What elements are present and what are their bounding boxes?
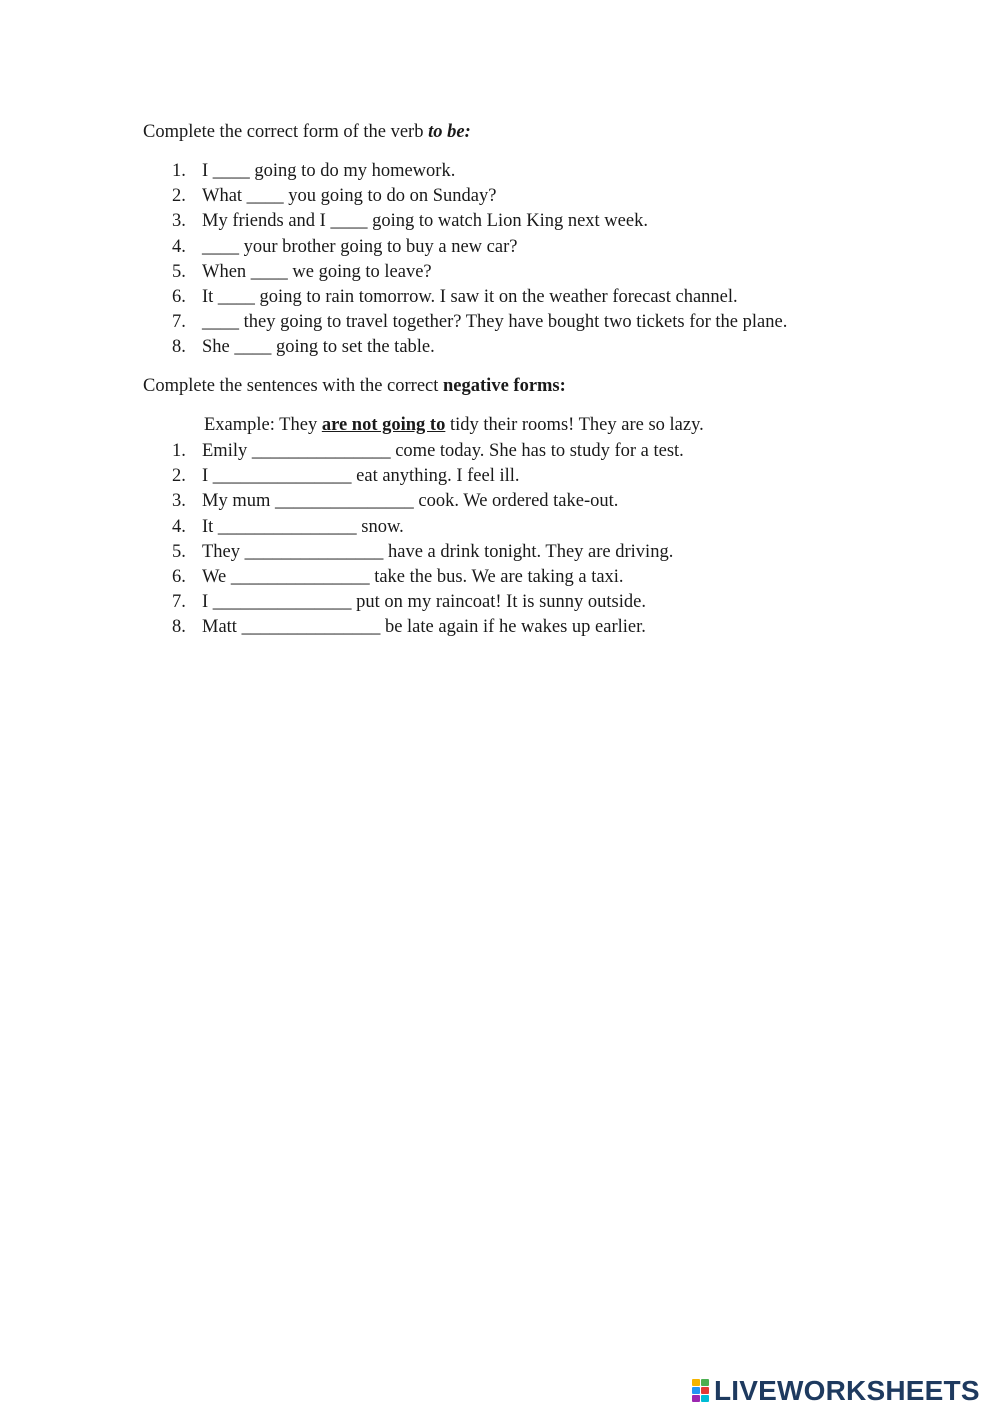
example-key-phrase: are not going to bbox=[321, 415, 446, 435]
example-sentence bbox=[204, 414, 704, 436]
item-text: ____ they going to travel together? They have bought two tickets for the plane. bbox=[202, 312, 788, 333]
section-1-instruction-emphasis: to be: bbox=[428, 122, 471, 142]
item-text: I ____ going to do my homework. bbox=[202, 161, 456, 181]
item-number: 6. bbox=[172, 566, 186, 587]
section-1-instruction-text: Complete the correct form of the verb bbox=[143, 122, 429, 142]
item-text: It _______________ snow. bbox=[202, 516, 404, 537]
item-number: 2. bbox=[172, 466, 186, 487]
item-text: I _______________ eat anything. I feel ill. bbox=[202, 466, 520, 487]
item-number: 7. bbox=[172, 312, 186, 333]
logo-square bbox=[692, 1395, 700, 1402]
item-text: When ____ we going to leave? bbox=[202, 261, 432, 282]
logo-square bbox=[701, 1379, 709, 1386]
section-2-instruction bbox=[143, 375, 566, 397]
item-number: 6. bbox=[172, 286, 186, 307]
item-number: 3. bbox=[172, 211, 186, 232]
item-text: Matt _______________ be late again if he wakes up earlier. bbox=[202, 617, 646, 638]
item-number: 1. bbox=[172, 161, 186, 181]
section-1-instruction bbox=[143, 121, 471, 143]
item-text: She ____ going to set the table. bbox=[202, 337, 435, 358]
example-prefix: Example: They bbox=[204, 415, 322, 435]
item-number: 5. bbox=[172, 261, 186, 282]
item-number: 5. bbox=[172, 541, 186, 562]
liveworksheets-logo-icon bbox=[692, 1379, 710, 1403]
item-number: 8. bbox=[172, 337, 186, 358]
item-text: They _______________ have a drink tonight. They are driving. bbox=[202, 541, 674, 562]
item-number: 8. bbox=[172, 617, 186, 638]
item-number: 4. bbox=[172, 516, 186, 537]
item-text: ____ your brother going to buy a new car? bbox=[202, 236, 518, 257]
item-number: 2. bbox=[172, 186, 186, 207]
item-text: I _______________ put on my raincoat! It is sunny outside. bbox=[202, 592, 646, 613]
logo-square bbox=[701, 1395, 709, 1402]
item-text: What ____ you going to do on Sunday? bbox=[202, 186, 497, 207]
item-number: 4. bbox=[172, 236, 186, 257]
section-2-instruction-emphasis: negative forms: bbox=[443, 376, 566, 396]
example-suffix: tidy their rooms! They are so lazy. bbox=[445, 415, 704, 435]
item-number: 7. bbox=[172, 592, 186, 613]
liveworksheets-logo[interactable] bbox=[692, 1374, 980, 1408]
item-text: My friends and I ____ going to watch Lion King next week. bbox=[202, 211, 648, 232]
logo-square bbox=[701, 1387, 709, 1394]
item-text: Emily _______________ come today. She has to study for a test. bbox=[202, 441, 684, 461]
logo-text: LIVEWORKSHEETS bbox=[714, 1375, 980, 1406]
item-number: 1. bbox=[172, 441, 186, 461]
item-text: It ____ going to rain tomorrow. I saw it on the weather forecast channel. bbox=[202, 286, 738, 307]
item-text: My mum _______________ cook. We ordered take-out. bbox=[202, 491, 619, 512]
item-text: We _______________ take the bus. We are taking a taxi. bbox=[202, 566, 624, 587]
item-number: 3. bbox=[172, 491, 186, 512]
logo-square bbox=[692, 1379, 700, 1386]
section-2-instruction-text: Complete the sentences with the correct bbox=[143, 376, 444, 396]
logo-square bbox=[692, 1387, 700, 1394]
